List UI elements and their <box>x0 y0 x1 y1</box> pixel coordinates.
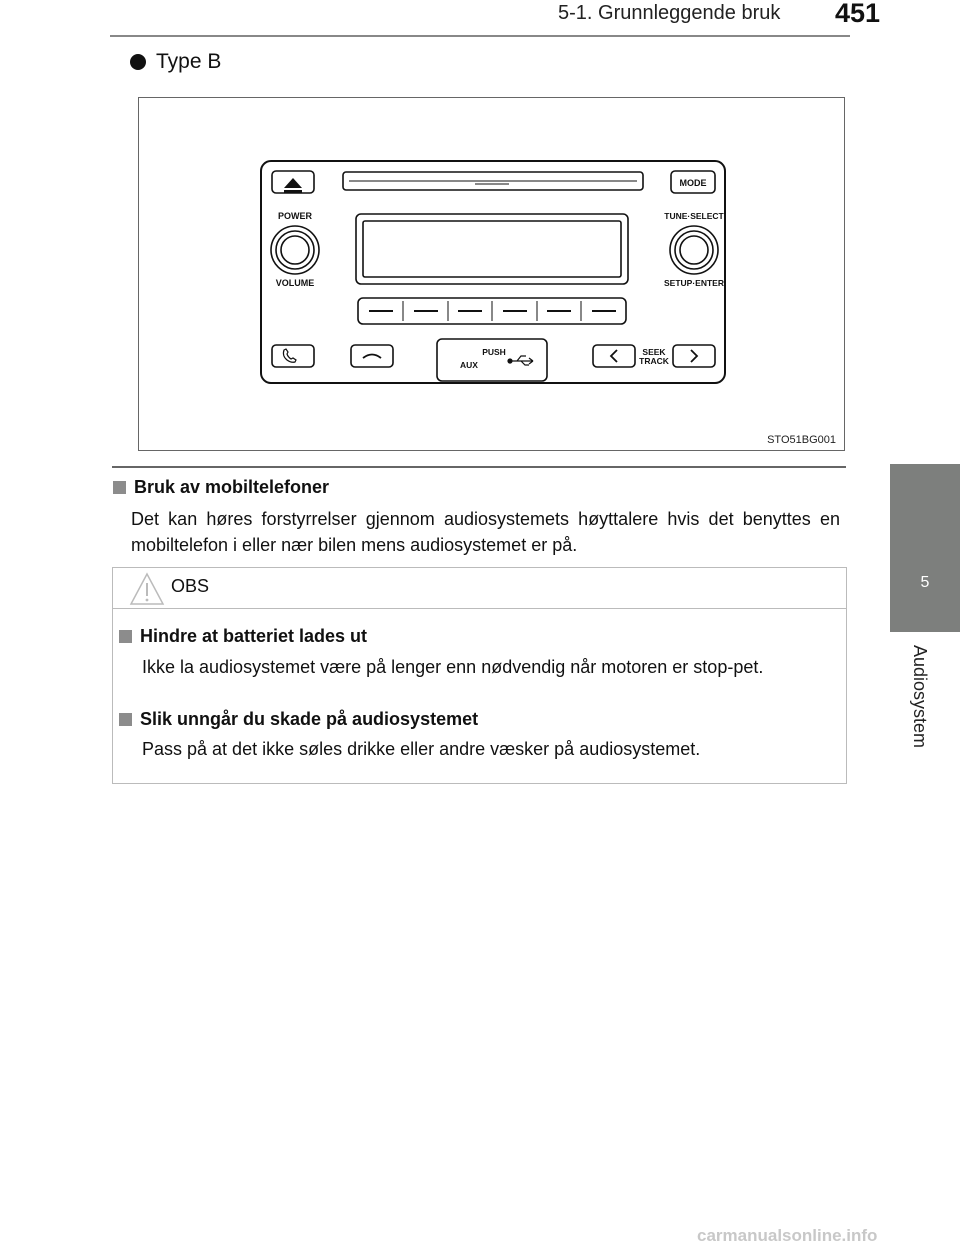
notice-item-title <box>119 626 367 647</box>
bullet-icon <box>130 54 146 70</box>
square-bullet-icon <box>119 630 132 643</box>
tune-select-knob <box>670 226 718 274</box>
audio-unit-illustration <box>139 98 844 450</box>
seek-back-button <box>593 345 635 367</box>
seek-label: SEEK <box>642 347 666 357</box>
phone-pickup-button <box>272 345 314 367</box>
notice-box <box>112 567 847 784</box>
power-label: POWER <box>277 211 313 221</box>
mode-label: MODE <box>679 178 707 188</box>
aux-label: AUX <box>460 360 478 370</box>
setup-enter-label: SETUP·ENTER <box>664 278 724 288</box>
display-screen <box>356 214 628 284</box>
notice-item-title <box>119 709 478 730</box>
type-heading-label: Type B <box>156 50 222 73</box>
chapter-number: 5 <box>920 574 930 591</box>
header-section: 5-1. Grunnleggende bruk <box>558 2 781 24</box>
aux-usb-panel <box>437 339 547 381</box>
watermark: carmanualsonline.info <box>697 1226 878 1245</box>
track-label: TRACK <box>639 356 669 366</box>
header-rule <box>110 35 850 37</box>
figure-code: STO51BG001 <box>767 434 836 446</box>
page-number: 451 <box>835 0 881 28</box>
notice-item-text: Ikke la audiosystemet være på lenger enn nødvendig når motoren er stop-pet. <box>142 657 764 677</box>
chapter-title: Audiosystem <box>910 645 930 749</box>
section-title-text: Bruk av mobiltelefoner <box>134 477 330 497</box>
phone-hangup-button <box>351 345 393 367</box>
notice-item-title-text: Hindre at batteriet lades ut <box>140 626 368 646</box>
notice-item-text: Pass på at det ikke søles drikke eller andre væsker på audiosystemet. <box>142 739 701 759</box>
section-text: Det kan høres forstyrrelser gjennom audiosystemets høyttalere hvis det benyttes en mobiltelefon i eller nær bilen mens audiosystemet er på. <box>131 509 840 555</box>
tune-select-label: TUNE·SELECT <box>664 211 724 221</box>
power-volume-knob <box>271 226 319 274</box>
push-label: PUSH <box>482 347 506 357</box>
notice-label: OBS <box>171 576 210 596</box>
type-heading <box>130 50 221 74</box>
section-rule <box>112 466 846 468</box>
notice-header <box>113 568 846 609</box>
volume-label: VOLUME <box>275 278 315 288</box>
figure-frame <box>138 97 845 451</box>
square-bullet-icon <box>119 713 132 726</box>
chapter-tab <box>890 464 960 632</box>
notice-item-title-text: Slik unngår du skade på audiosystemet <box>140 709 479 729</box>
seek-forward-button <box>673 345 715 367</box>
warning-triangle-icon <box>129 572 165 606</box>
section-title <box>113 477 329 498</box>
square-bullet-icon <box>113 481 126 494</box>
